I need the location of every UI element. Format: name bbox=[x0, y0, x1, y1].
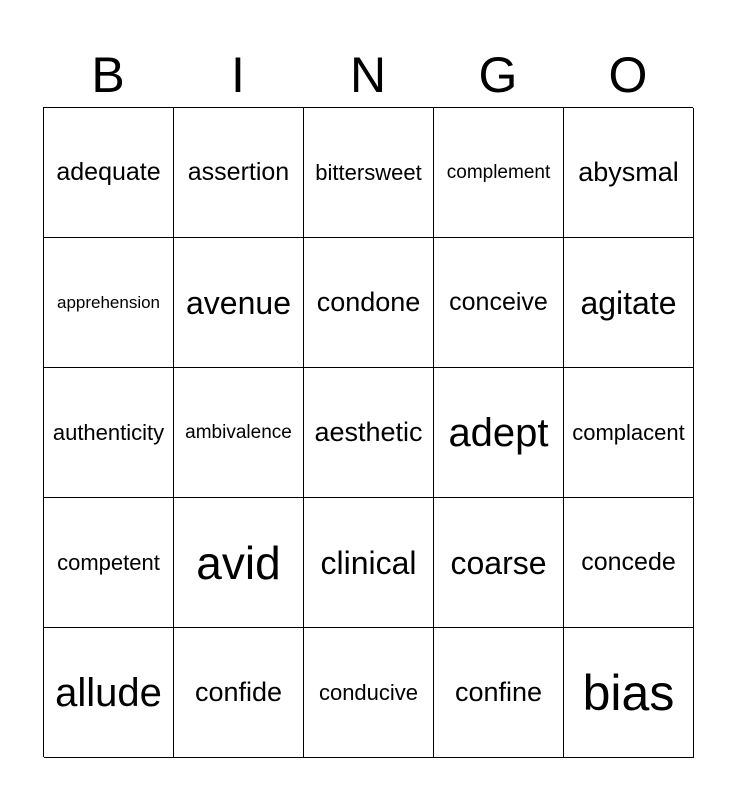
bingo-cell[interactable]: competent bbox=[44, 498, 174, 628]
bingo-cell[interactable]: avenue bbox=[174, 238, 304, 368]
header-letter-i: I bbox=[231, 47, 245, 103]
bingo-cell[interactable]: concede bbox=[564, 498, 694, 628]
bingo-cell[interactable]: bias bbox=[564, 628, 694, 758]
bingo-cell[interactable]: complement bbox=[434, 108, 564, 238]
bingo-cell[interactable]: authenticity bbox=[44, 368, 174, 498]
bingo-cell[interactable]: confine bbox=[434, 628, 564, 758]
bingo-cell[interactable]: conducive bbox=[304, 628, 434, 758]
bingo-cell[interactable]: coarse bbox=[434, 498, 564, 628]
bingo-cell[interactable]: aesthetic bbox=[304, 368, 434, 498]
bingo-cell[interactable]: clinical bbox=[304, 498, 434, 628]
bingo-cell[interactable]: conceive bbox=[434, 238, 564, 368]
bingo-cell[interactable]: abysmal bbox=[564, 108, 694, 238]
bingo-grid bbox=[43, 107, 693, 757]
bingo-cell[interactable]: apprehension bbox=[44, 238, 174, 368]
bingo-cell[interactable]: condone bbox=[304, 238, 434, 368]
header-letter-g: G bbox=[478, 47, 518, 103]
bingo-cell[interactable]: complacent bbox=[564, 368, 694, 498]
bingo-cell[interactable]: ambivalence bbox=[174, 368, 304, 498]
bingo-cell[interactable]: adequate bbox=[44, 108, 174, 238]
bingo-cell[interactable]: adept bbox=[434, 368, 564, 498]
bingo-cell[interactable]: bittersweet bbox=[304, 108, 434, 238]
bingo-header bbox=[43, 44, 693, 106]
header-letter-o: O bbox=[608, 47, 648, 103]
bingo-cell[interactable]: assertion bbox=[174, 108, 304, 238]
header-letter-b: B bbox=[91, 47, 125, 103]
bingo-cell[interactable]: allude bbox=[44, 628, 174, 758]
bingo-cell[interactable]: avid bbox=[174, 498, 304, 628]
bingo-cell[interactable]: confide bbox=[174, 628, 304, 758]
header-letter-n: N bbox=[349, 47, 387, 103]
bingo-cell[interactable]: agitate bbox=[564, 238, 694, 368]
